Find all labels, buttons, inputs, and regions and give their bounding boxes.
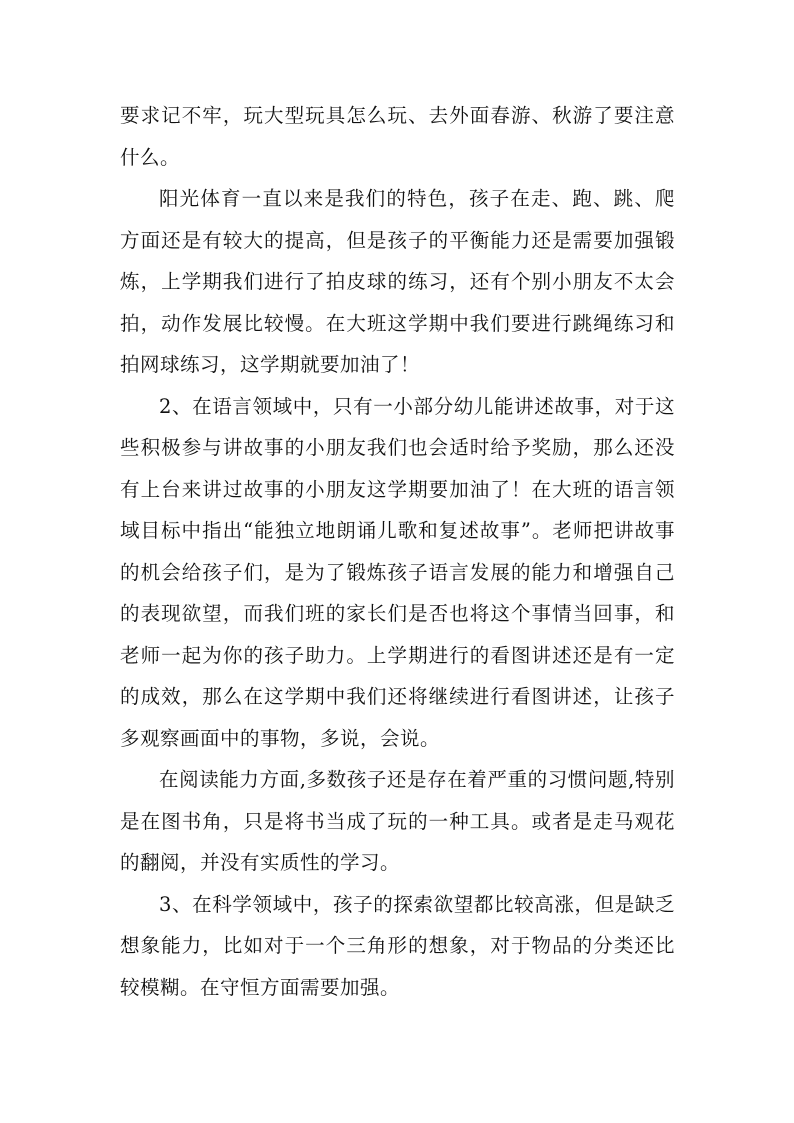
paragraph-science: 3、在科学领域中，孩子的探索欲望都比较高涨，但是缺乏想象能力，比如对于一个三角形的想象，对于物品的分类还比较模糊。在守恒方面需要加强。 <box>120 892 675 999</box>
paragraph-continuation: 要求记不牢，玩大型玩具怎么玩、去外面春游、秋游了要注意什么。 <box>120 104 675 169</box>
paragraph-sports: 阳光体育一直以来是我们的特色，孩子在走、跑、跳、爬方面还是有较大的提高，但是孩子的平衡能力还是需要加强锻炼，上学期我们进行了拍皮球的练习，还有个别小朋友不太会拍，动作发展比较慢。在大班这学期中我们要进行跳绳练习和拍网球练习，这学期就要加油了！ <box>120 187 675 376</box>
paragraph-language: 2、在语言领域中，只有一小部分幼儿能讲述故事，对于这些积极参与讲故事的小朋友我们也会适时给予奖励，那么还没有上台来讲过故事的小朋友这学期要加油了！在大班的语言领域目标中指出“能独立地朗诵儿歌和复述故事”。老师把讲故事的机会给孩子们，是为了锻炼孩子语言发展的能力和增强自己的表现欲望，而我们班的家长们是否也将这个事情当回事，和老师一起为你的孩子助力。上学期进行的看图讲述还是有一定的成效，那么在这学期中我们还将继续进行看图讲述，让孩子多观察画面中的事物，多说，会说。 <box>120 394 675 750</box>
document-body <box>120 95 675 1008</box>
paragraph-reading: 在阅读能力方面,多数孩子还是存在着严重的习惯问题,特别是在图书角，只是将书当成了玩的一种工具。或者是走马观花的翻阅，并没有实质性的学习。 <box>120 768 675 874</box>
